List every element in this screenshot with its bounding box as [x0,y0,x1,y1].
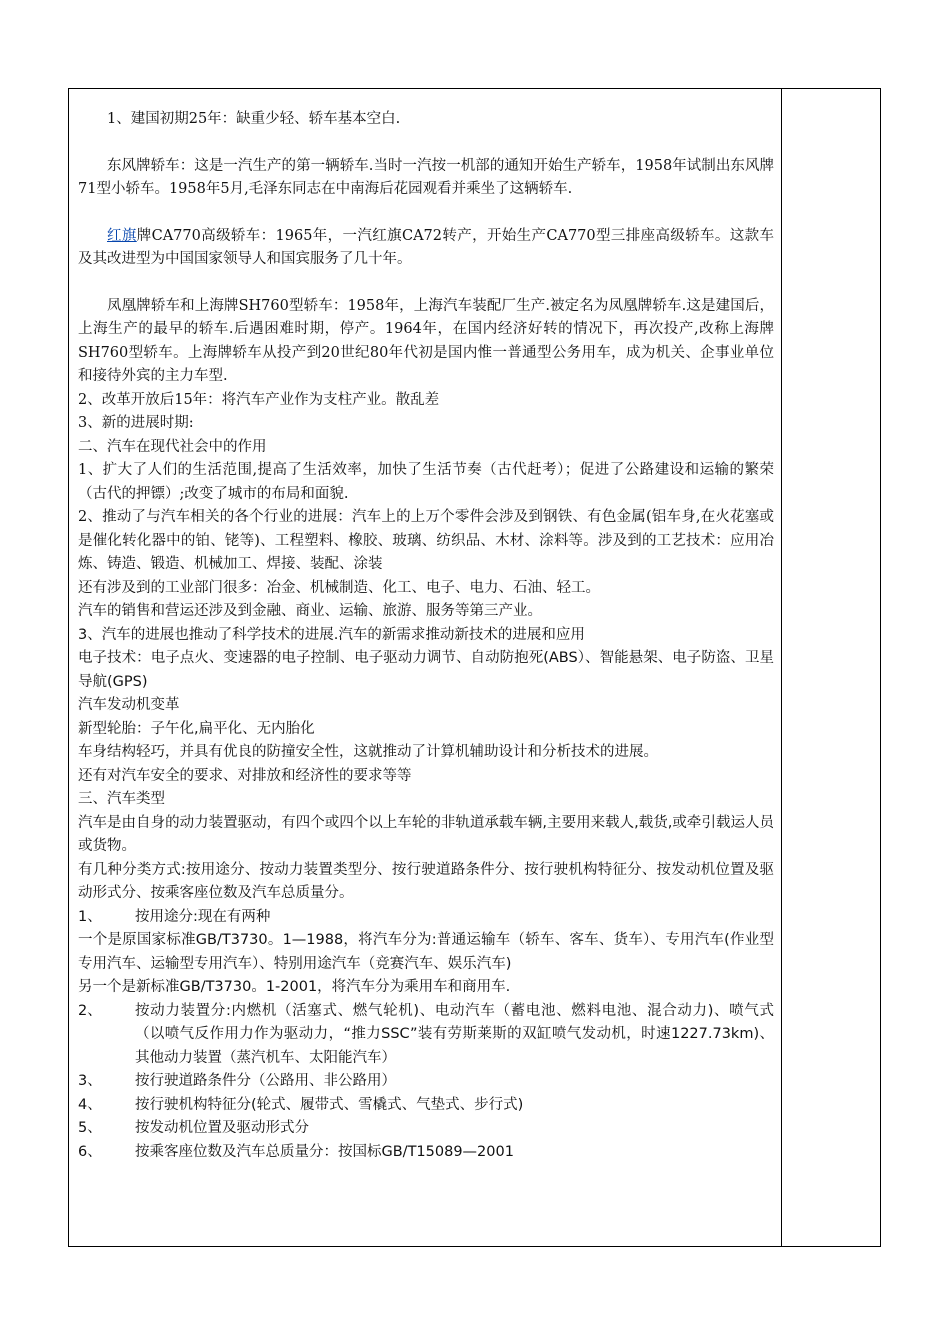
heading-role: 二、汽车在现代社会中的作用 [78,438,267,455]
paragraph-role-1: 1、扩大了人们的生活范围,提高了生活效率，加快了生活节奏（古代赶考）；促进了公路建设和运输的繁荣（古代的押镖）;改变了城市的布局和面貌. [78,462,774,502]
list-item-by-road [78,1070,774,1094]
paragraph-services: 汽车的销售和营运还涉及到金融、商业、运输、旅游、服务等第三产业。 [78,603,542,619]
paragraph-engine: 汽车发动机变革 [78,697,180,713]
heading-early-period: 1、建国初期25年：缺重少轻、轿车基本空白. [107,111,401,127]
paragraph-definition: 汽车是由自身的动力装置驱动，有四个或四个以上车轮的非轨道承载车辆,主要用来载人,载货,或牵引载运人员或货物。 [78,814,774,854]
heading-tech-progress: 3、汽车的进展也推动了科学技术的进展.汽车的新需求推动新技术的进展和应用 [78,626,585,643]
heading-new-period: 3、新的进展时期: [78,415,194,431]
list-text: 按行驶机构特征分(轮式、履带式、雪橇式、气垫式、步行式) [135,1096,524,1113]
paragraph-safety: 还有对汽车安全的要求、对排放和经济性的要求等等 [78,767,412,784]
hongqi-text: 牌CA770高级轿车：1965年，一汽红旗CA72转产，开始生产CA770型三排座高级轿车。这款车及其改进型为中国国家领导人和国宾服务了几十年。 [78,227,774,267]
paragraph-dongfeng: 东风牌轿车：这是一汽生产的第一辆轿车.当时一汽按一机部的通知开始生产轿车，1958年试制出东风牌71型小轿车。1958年5月,毛泽东同志在中南海后花园观看并乘坐了这辆轿车. [78,157,774,197]
document-body [78,108,774,1164]
hongqi-link[interactable]: 红旗 [107,227,137,244]
list-item-by-engine-position [78,1117,774,1141]
list-number: 4、 [78,1096,102,1113]
heading-vehicle-types: 三、汽车类型 [78,791,165,807]
list-text: 按发动机位置及驱动形式分 [135,1120,309,1136]
list-item-by-power [78,1000,774,1071]
paragraph-tires: 新型轮胎：子午化,扁平化、无内胎化 [78,720,315,737]
list-text: 按动力装置分:内燃机（活塞式、燃气轮机)、电动汽车（蓄电池、燃料电池、混合动力)、喷气式（以喷气反作用力作为驱动力，“推力SSC”装有劳斯莱斯的双缸喷气发动机，时速1227.73km)、其他动力装置（蒸汽机车、太阳能汽车） [135,1002,774,1066]
paragraph-new-standard: 另一个是新标准GB/T3730。1-2001，将汽车分为乘用车和商用车. [78,979,511,995]
paragraph-body-structure: 车身结构轻巧，并具有优良的防撞安全性，这就推动了计算机辅助设计和分析技术的进展。 [78,744,658,760]
list-item-by-seats [78,1141,774,1165]
paragraph-classification: 有几种分类方式:按用途分、按动力装置类型分、按行驶道路条件分、按行驶机构特征分、按发动机位置及驱动形式分、按乘客座位数及汽车总质量分。 [78,861,774,901]
heading-reform-period: 2、改革开放后15年：将汽车产业作为支柱产业。散乱差 [78,391,440,408]
list-text: 按行驶道路条件分（公路用、非公路用） [135,1073,396,1089]
paragraph-industries: 还有涉及到的工业部门很多：冶金、机械制造、化工、电子、电力、石油、轻工。 [78,579,600,596]
column-divider [781,88,782,1247]
list-text: 按用途分:现在有两种 [135,908,271,925]
paragraph-electronics: 电子技术：电子点火、变速器的电子控制、电子驱动力调节、自动防抱死(ABS）、智能悬架、电子防盗、卫星导航(GPS) [78,650,774,690]
list-number: 5、 [78,1120,102,1136]
paragraph-role-2: 2、推动了与汽车相关的各个行业的进展：汽车上的上万个零件会涉及到钢铁、有色金属(铝车身,在火花塞或是催化转化器中的铂、铑等)、工程塑料、橡胶、玻璃、纺织品、木材、涂料等。涉及到的工艺技术：应用冶炼、铸造、锻造、机械加工、焊接、装配、涂装 [78,509,774,572]
paragraph-hongqi [78,225,774,272]
paragraph-old-standard: 一个是原国家标准GB/T3730。1—1988，将汽车分为:普通运输车（轿车、客车、货车）、专用汽车(作业型专用汽车、运输型专用汽车）、特别用途汽车（竞赛汽车、娱乐汽车) [78,932,774,972]
list-item-by-mechanism [78,1094,774,1118]
list-text: 按乘客座位数及汽车总质量分：按国标GB/T15089—2001 [135,1143,514,1160]
list-item-by-use [78,906,774,930]
paragraph-fenghuang: 凤凰牌轿车和上海牌SH760型轿车：1958年，上海汽车装配厂生产.被定名为凤凰牌轿车.这是建国后，上海生产的最早的轿车.后遇困难时期，停产。1964年，在国内经济好转的情况下，再次投产,改称上海牌SH760型轿车。上海牌轿车从投产到20世纪80年代初是国内惟一普通型公务用车，成为机关、企事业单位和接待外宾的主力车型. [78,297,774,384]
list-number: 6、 [78,1143,102,1160]
list-number: 2、 [78,1002,102,1019]
list-number: 3、 [78,1073,102,1089]
list-number: 1、 [78,908,102,925]
